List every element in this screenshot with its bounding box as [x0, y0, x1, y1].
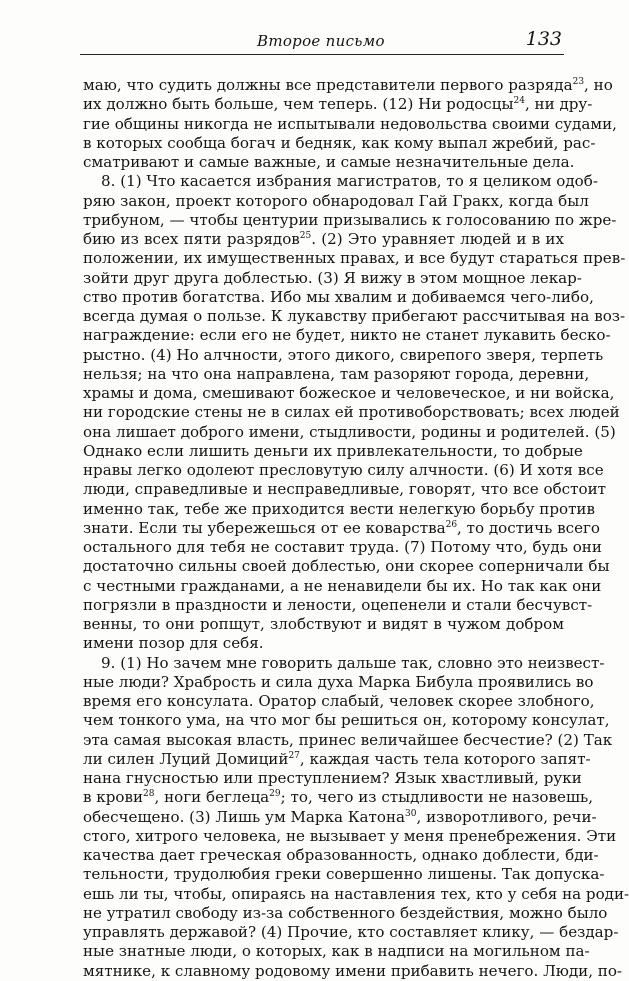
- text-line: [83, 557, 610, 576]
- text-line: [83, 788, 593, 807]
- text-line: [83, 461, 604, 480]
- text-line: [83, 326, 611, 345]
- line-text: 9. (1) Но зачем мне говорить дальше так, словно это неизвест-: [101, 653, 605, 672]
- text-line: [83, 769, 582, 788]
- text-line: [83, 807, 597, 827]
- line-text: гие общины никогда не испытывали недовольства своими судами,: [83, 114, 617, 133]
- line-text: награждение: если его не будет, никто не станет лукавить беско-: [83, 326, 611, 345]
- text-line: [83, 711, 610, 730]
- line-text: не утратил свободу из-за собственного бездействия, можно было: [83, 903, 608, 922]
- line-text: она лишает доброго имени, стыдливости, родины и родителей. (5): [83, 422, 616, 441]
- line-text: имени позор для себя.: [83, 634, 264, 653]
- line-text: венны, то они ропщут, злобствуют и видят в чужом добром: [83, 615, 564, 633]
- footnote-ref: 29: [269, 789, 281, 800]
- line-text: достаточно сильны своей доблестью, они скорее соперничали бы: [83, 557, 610, 576]
- line-text: зойти друг друга доблестью. (3) Я вижу в этом мощное лекар-: [83, 268, 582, 287]
- text-line: [83, 114, 617, 134]
- line-text: нравы легко одолеют пресловутую силу алчности. (6) И хотя все: [83, 461, 604, 479]
- line-text: рыстно. (4) Но алчности, этого дикого, свирепого зверя, терпеть: [83, 345, 604, 364]
- line-text: нельзя; на что она направлена, там разоряют города, деревни,: [83, 364, 590, 383]
- line-text: остального для тебя не составит труда. (7) Потому что, будь они: [83, 538, 602, 556]
- line-text: ряю закон, проект которого обнародовал Гай Гракх, когда был: [83, 191, 589, 210]
- text-line: [83, 499, 595, 519]
- text-line: [83, 95, 593, 114]
- text-line: [83, 961, 623, 981]
- line-text: качества дает греческая образованность, однако доблести, бди-: [83, 846, 599, 864]
- line-text: эта самая высокая власть, принес величайшее бесчестие? (2) Так: [83, 730, 613, 749]
- line-text: положении, их имущественных правах, и все будут стараться прев-: [83, 249, 626, 268]
- line-text: обесчещено. (3) Лишь ум Марка Катона: [83, 807, 406, 826]
- line-text: в которых сообща богач и бедняк, как кому выпал жребий, рас-: [83, 133, 596, 152]
- footnote-ref: 26: [445, 519, 458, 530]
- text-line: [83, 903, 608, 923]
- line-text: ни городские стены не в силах ей противоборствовать; всех людей: [83, 403, 620, 422]
- text-line: [83, 345, 604, 365]
- line-text: , изворотливого, речи-: [416, 807, 597, 826]
- line-text: всегда думая о пользе. К лукавству прибегают рассчитывая на воз-: [83, 307, 626, 325]
- text-line: [83, 133, 596, 153]
- line-text: ство против богатства. Ибо мы хвалим и добиваемся чего-либо,: [83, 287, 594, 306]
- text-line: [83, 76, 613, 95]
- text-line: [83, 826, 617, 846]
- text-line: [83, 172, 598, 191]
- line-text: ; то, чего из стыдливости не назовешь,: [280, 788, 593, 807]
- text-line: [83, 307, 626, 326]
- text-line: [83, 287, 594, 307]
- line-text: люди, справедливые и несправедливые, говорят, что все обстоит: [83, 480, 606, 499]
- footnote-ref: 30: [405, 808, 417, 819]
- line-text: стого, хитрого человека, не вызывает у меня пренебрежения. Эти: [83, 826, 617, 845]
- text-line: [83, 576, 602, 596]
- text-line: [83, 422, 616, 442]
- line-text: чем тонкого ума, на что мог бы решиться он, которому консулат,: [83, 711, 610, 730]
- line-text: нана гнусностью или преступлением? Язык хвастливый, руки: [83, 769, 582, 787]
- text-line: [83, 865, 605, 884]
- text-line: [83, 846, 599, 865]
- line-text: . (2) Это уравняет людей и в их: [311, 230, 564, 248]
- line-text: , ни дру-: [524, 95, 593, 114]
- line-text: , ноги беглеца: [154, 788, 270, 807]
- text-line: [83, 230, 564, 249]
- line-text: бию из всех пяти разрядов: [83, 230, 300, 248]
- line-text: с честными гражданами, а не ненавидели бы их. Но так как они: [83, 576, 602, 595]
- line-text: 8. (1) Что касается избрания магистратов, то я целиком одоб-: [101, 172, 598, 191]
- text-line: [83, 191, 589, 211]
- text-line: [83, 518, 600, 538]
- running-header: [80, 28, 564, 55]
- text-line: [83, 595, 593, 615]
- footnote-ref: 25: [299, 231, 312, 241]
- text-line: [83, 692, 595, 711]
- line-text: погрязли в праздности и лености, оцепенели и стали бесчувст-: [83, 595, 593, 614]
- line-text: именно так, тебе же приходится вести нелегкую борьбу против: [83, 499, 595, 518]
- line-text: трибуном, — чтобы центурии призывались к голосованию по жре-: [83, 210, 617, 229]
- line-text: , каждая часть тела которого запят-: [299, 749, 591, 768]
- page-number: 133: [525, 28, 562, 50]
- text-line: [83, 403, 620, 422]
- text-line: [83, 615, 564, 634]
- text-line: [83, 268, 582, 288]
- line-text: время его консулата. Оратор слабый, человек скорее злобного,: [83, 692, 595, 710]
- text-line: [83, 441, 583, 461]
- line-text: ли силен Луций Домиций: [83, 749, 289, 768]
- line-text: мятнике, к славному родовому имени прибавить нечего. Люди, по-: [83, 961, 623, 980]
- line-text: управлять державой? (4) Прочие, кто составляет клику, — бездар-: [83, 923, 619, 941]
- line-text: маю, что судить должны все представители первого разряда: [83, 76, 573, 94]
- line-text: в крови: [83, 788, 144, 807]
- line-text: знати. Если ты убережешься от ее коварства: [83, 518, 446, 537]
- line-text: тельности, трудолюбия греки совершенно лишены. Так допуска-: [83, 865, 605, 884]
- footnote-ref: 28: [143, 789, 155, 800]
- line-text: , но: [584, 76, 613, 94]
- text-line: [83, 538, 602, 557]
- text-line: [83, 364, 590, 384]
- text-line: [83, 384, 615, 403]
- footnote-ref: 23: [572, 77, 585, 87]
- body-text: [83, 76, 629, 981]
- text-line: [83, 634, 564, 653]
- footnote-ref: 24: [513, 96, 525, 107]
- text-line: [83, 730, 613, 750]
- line-text: , то достичь всего: [457, 518, 600, 537]
- text-line: [83, 210, 617, 230]
- text-line: [83, 884, 629, 904]
- text-line: [83, 942, 590, 961]
- text-line: [83, 923, 619, 942]
- text-line: [83, 249, 626, 268]
- line-text: сматривают и самые важные, и самые незначительные дела.: [83, 153, 575, 171]
- line-text: ные знатные люди, о которых, как в надписи на могильном па-: [83, 942, 590, 961]
- line-text: ешь ли ты, чтобы, опираясь на наставления тех, кто у себя на роди-: [83, 884, 629, 903]
- line-text: храмы и дома, смешивают божеское и человеческое, и ни войска,: [83, 384, 615, 402]
- text-line: [83, 653, 605, 673]
- running-title: Второе письмо: [257, 32, 385, 50]
- footnote-ref: 27: [288, 750, 300, 761]
- line-text: ные люди? Храбрость и сила духа Марка Бибула проявились во: [83, 672, 594, 691]
- text-line: [83, 480, 606, 499]
- text-line: [83, 153, 575, 172]
- line-text: их должно быть больше, чем теперь. (12) Ни родосцы: [83, 95, 514, 114]
- text-line: [83, 672, 594, 692]
- line-text: Однако если лишить деньги их привлекательности, то добрые: [83, 441, 583, 460]
- text-line: [83, 749, 591, 769]
